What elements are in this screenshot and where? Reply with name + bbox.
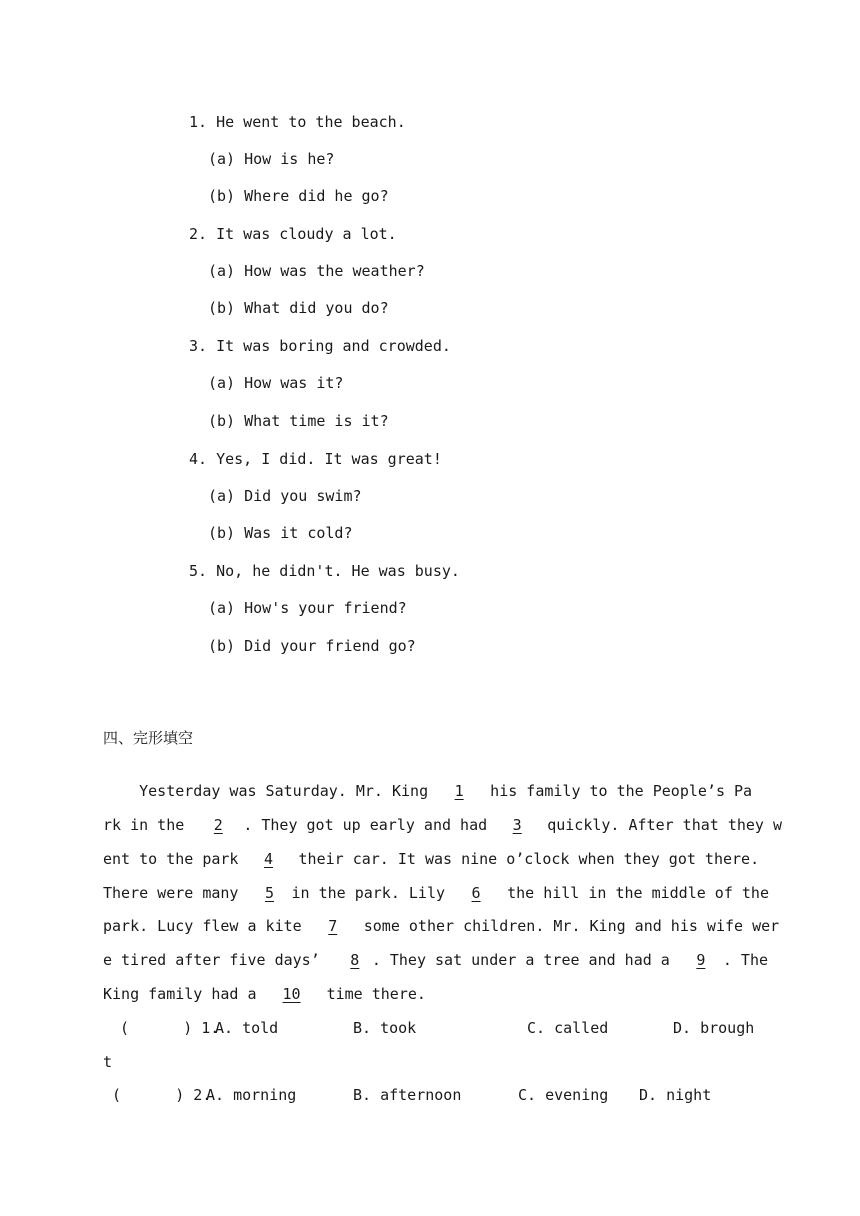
passage-line <box>103 950 768 970</box>
passage-text: some other children. Mr. King and his wife wer <box>354 917 780 935</box>
answer-2-option-c: C. evening <box>518 1086 609 1104</box>
passage-text: in the park. Lily <box>291 884 455 902</box>
answer-1-option-c: C. called <box>527 1019 609 1037</box>
passage-text: ent to the park <box>103 850 248 868</box>
passage-line <box>103 984 426 1004</box>
passage-text: park. Lucy flew a kite <box>103 917 311 935</box>
passage-line <box>103 916 779 936</box>
answer-2-option-d: D. night <box>639 1086 712 1104</box>
blank-7: 7 <box>328 917 338 935</box>
passage-line <box>103 781 752 801</box>
question-3-option-b: (b) What time is it? <box>208 412 389 430</box>
answer-2-option-a: A. morning <box>206 1086 297 1104</box>
question-4-option-b: (b) Was it cold? <box>208 524 353 542</box>
question-1-stem: 1. He went to the beach. <box>189 113 406 131</box>
passage-text: King family had a <box>103 985 266 1003</box>
question-4-option-a: (a) Did you swim? <box>208 487 362 505</box>
question-5-option-b: (b) Did your friend go? <box>208 637 416 655</box>
question-5-stem: 5. No, he didn't. He was busy. <box>189 562 460 580</box>
blank-4: 4 <box>263 850 274 868</box>
passage-text: . They got up early and had <box>243 816 497 834</box>
question-5-option-a: (a) How's your friend? <box>208 599 407 617</box>
blank-9: 9 <box>696 951 706 969</box>
blank-5: 5 <box>264 884 275 902</box>
question-2-option-a: (a) How was the weather? <box>208 262 425 280</box>
question-2-stem: 2. It was cloudy a lot. <box>189 225 397 243</box>
passage-text: quickly. After that they w <box>538 816 783 834</box>
passage-line <box>103 815 782 835</box>
section-title: 四、完形填空 <box>103 729 194 747</box>
passage-text: . The <box>722 951 769 969</box>
question-4-stem: 4. Yes, I did. It was great! <box>189 450 442 468</box>
blank-3: 3 <box>512 816 522 834</box>
answer-1-option-b: B. took <box>353 1019 417 1037</box>
passage-line <box>103 849 759 869</box>
passage-text: e tired after five days’ <box>103 951 338 969</box>
question-1-option-b: (b) Where did he go? <box>208 187 389 205</box>
passage-text: the hill in the middle of the <box>498 884 769 902</box>
passage-text: There were many <box>103 884 248 902</box>
blank-10: 10 <box>282 985 301 1003</box>
answer-1-option-d-wrap: t <box>103 1053 113 1071</box>
passage-text: rk in the <box>103 816 194 834</box>
passage-text: his family to the People’s Pa <box>481 782 753 800</box>
question-2-option-b: (b) What did you do? <box>208 299 389 317</box>
blank-2: 2 <box>213 816 223 834</box>
passage-text: time there. <box>317 985 426 1003</box>
answer-2-paren: ( ) 2. <box>112 1086 212 1104</box>
blank-6: 6 <box>471 884 481 902</box>
blank-1: 1 <box>454 782 464 800</box>
answer-1-paren: ( ) 1. <box>120 1019 220 1037</box>
passage-text: . They sat under a tree and had a <box>371 951 679 969</box>
blank-8: 8 <box>350 951 360 969</box>
passage-text: Yesterday was Saturday. Mr. King <box>103 782 438 800</box>
answer-1-option-d: D. brough <box>673 1019 755 1037</box>
question-1-option-a: (a) How is he? <box>208 150 335 168</box>
answer-2-option-b: B. afternoon <box>353 1086 462 1104</box>
answer-1-option-a: A. told <box>215 1019 279 1037</box>
question-3-stem: 3. It was boring and crowded. <box>189 337 451 355</box>
question-3-option-a: (a) How was it? <box>208 374 344 392</box>
passage-text: their car. It was nine o’clock when they got there. <box>289 850 760 868</box>
passage-line <box>103 883 769 903</box>
